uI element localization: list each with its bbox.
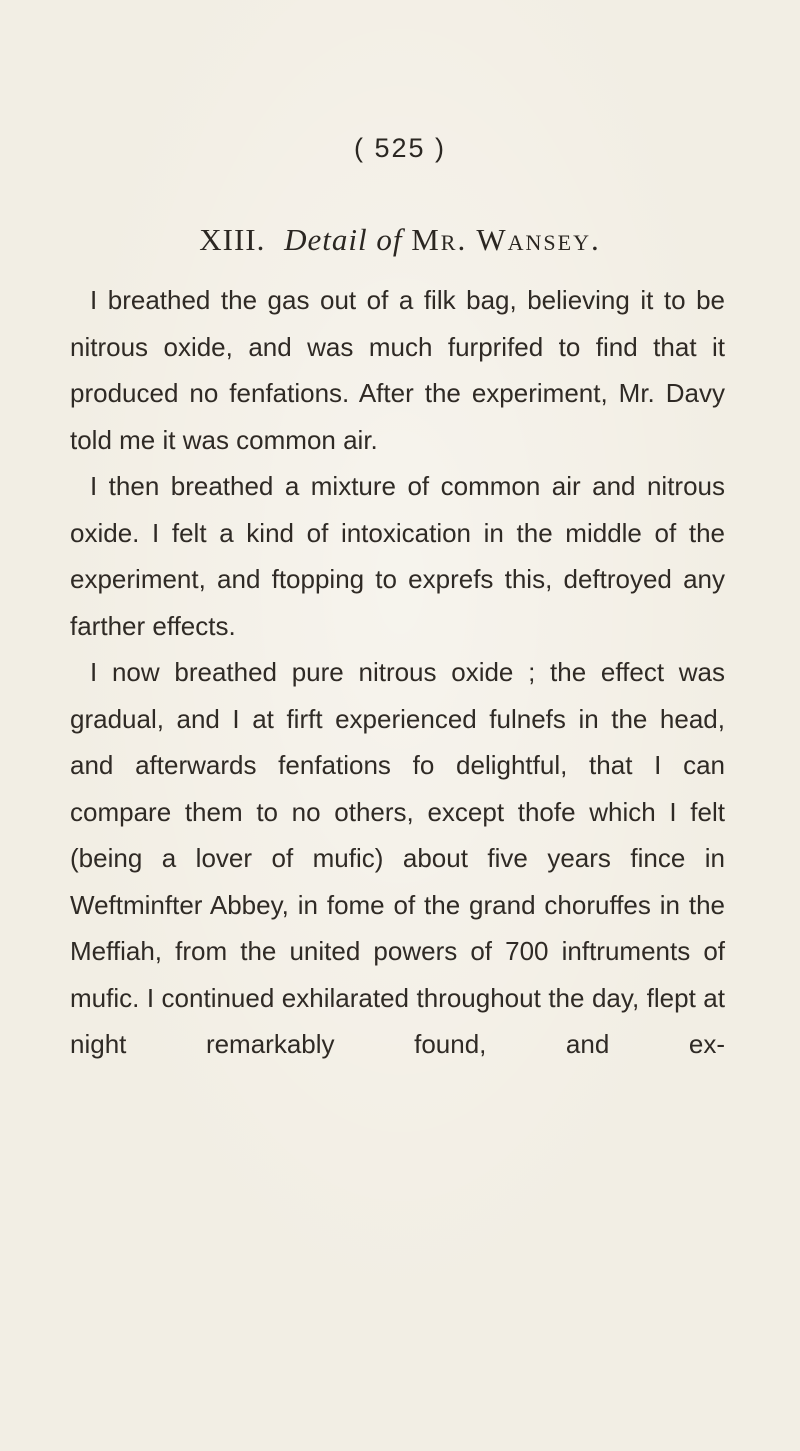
paragraph-1: I breathed the gas out of a filk bag, believing it to be nitrous oxide, and was much furprifed to find that it produced no fenfations. After the experiment, Mr. Davy told me it was common air. bbox=[70, 285, 725, 455]
body-text bbox=[70, 277, 725, 1068]
page-number: ( 525 ) bbox=[353, 133, 447, 163]
paragraph-3: I now breathed pure nitrous oxide ; the effect was gradual, and I at firft experienced fulnefs in the head, and afterwards fenfations fo delightful, that I can compare them to no others, except thofe which I felt (being a lover of mufic) about five years fince in Weftminfter Abbey, in fome of the grand choruffes in the Meffiah, from the united powers of 700 inftruments of mufic. I continued exhilarated throughout the day, flept at night remarkably found, and ex- bbox=[70, 657, 725, 1059]
paragraph-2: I then breathed a mixture of common air and nitrous oxide. I felt a kind of intoxication in the middle of the experiment, and ftopping to exprefs this, deftroyed any farther effects. bbox=[70, 471, 725, 641]
section-title-italic: Detail of bbox=[284, 222, 403, 257]
section-title-name: Mr. Wansey. bbox=[411, 222, 601, 257]
section-heading bbox=[0, 222, 800, 258]
section-numeral: XIII. bbox=[199, 222, 266, 257]
